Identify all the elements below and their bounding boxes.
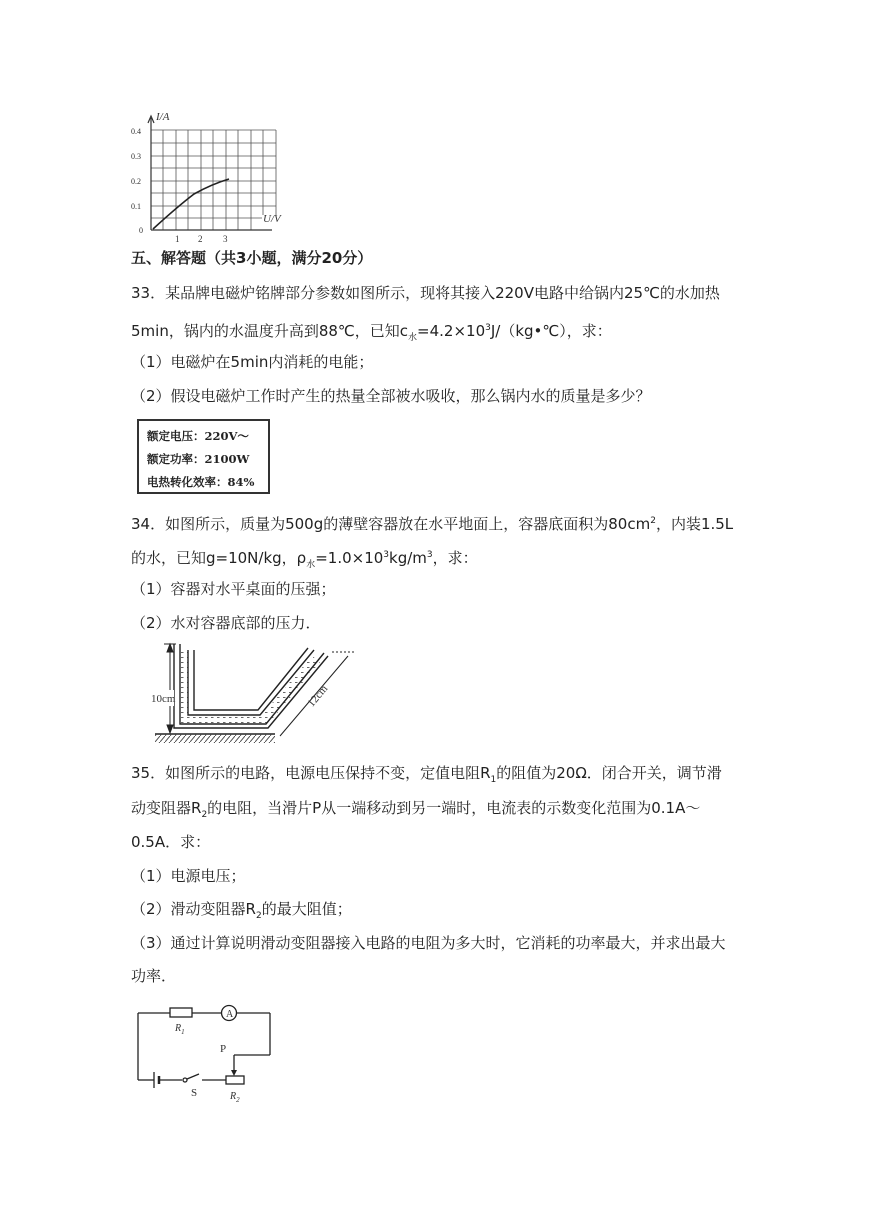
graph-axes (148, 116, 272, 230)
q35-line3: 0.5A．求： (131, 833, 211, 851)
section-title: 五、解答题（共3小题，满分20分） (131, 249, 373, 267)
graph-ytick: 0.4 (131, 127, 141, 136)
q33-line2: 5min，锅内的水温度升高到88℃，已知$c_水=4.2\times 10^3J/(kg•℃)$，求： (131, 322, 612, 343)
q34-line2: 的水，已知g=10N/kg，$\rho_水=1.0\times 10^3kg/m^3$，求： (131, 549, 478, 570)
q34-part2: （2）水对容器底部的压力． (131, 614, 321, 632)
label-r2: $R_2$ (230, 1091, 240, 1104)
q33-part2: （2）假设电磁炉工作时产生的热量全部被水吸收，那么锅内水的质量是多少？ (131, 387, 651, 405)
nameplate (137, 419, 270, 494)
q33-line1: 33．某品牌电磁炉铭牌部分参数如图所示，现将其接入220V电路中给锅内25℃的水加热 (131, 284, 720, 302)
graph-xtick: 2 (198, 234, 203, 244)
q35-line1: 35．如图所示的电路，电源电压保持不变，定值电阻$R_1$的阻值为20Ω．闭合开关，调节滑 (131, 764, 722, 785)
rheostat-r2 (226, 1076, 244, 1084)
q35-part3-cont: 功率． (131, 967, 177, 985)
label-s: S (191, 1087, 198, 1099)
label-12cm: 12cm (305, 682, 331, 710)
q33-part1: （1）电磁炉在5min内消耗的电能； (131, 353, 374, 371)
label-ammeter: A (226, 1009, 234, 1020)
graph-ytick: 0.3 (131, 152, 141, 161)
nameplate-power: 额定功率：2100W (147, 452, 250, 466)
container-walls (174, 644, 331, 728)
circuit-diagram (130, 998, 280, 1108)
graph-curve (153, 179, 229, 229)
q35-part1: （1）电源电压； (131, 867, 246, 885)
resistor-r1 (170, 1008, 192, 1017)
nameplate-efficiency: 电热转化效率：84% (147, 475, 255, 489)
container-diagram (150, 640, 360, 748)
current-voltage-graph (122, 102, 282, 244)
label-r1: $R_1$ (175, 1023, 185, 1036)
q35-part3: （3）通过计算说明滑动变阻器接入电路的电阻为多大时，它消耗的功率最大，并求出最大 (131, 934, 726, 952)
q35-line2: 动变阻器$R_2$的电阻，当滑片P从一端移动到另一端时，电流表的示数变化范围为0.1A～ (131, 799, 701, 820)
graph-xtick: 1 (175, 234, 180, 244)
q34-line1: 34．如图所示，质量为500g的薄壁容器放在水平地面上，容器底面积为$80cm^2$，内装1.5L (131, 515, 734, 533)
q35-part2: （2）滑动变阻器$R_2$的最大阻值； (131, 900, 352, 921)
switch-s (183, 1078, 187, 1082)
graph-ytick: 0 (139, 226, 143, 235)
label-10cm: 10cm (151, 693, 176, 705)
graph-ylabel: I/A (156, 111, 170, 123)
q34-part1: （1）容器对水平桌面的压强； (131, 580, 336, 598)
graph-ytick: 0.2 (131, 177, 141, 186)
graph-xlabel: U/V (263, 213, 281, 225)
graph-ytick: 0.1 (131, 202, 141, 211)
nameplate-voltage: 额定电压：220V～ (147, 429, 249, 443)
label-p: P (220, 1043, 227, 1055)
ground-hatch (155, 734, 275, 743)
graph-xtick: 3 (223, 234, 228, 244)
